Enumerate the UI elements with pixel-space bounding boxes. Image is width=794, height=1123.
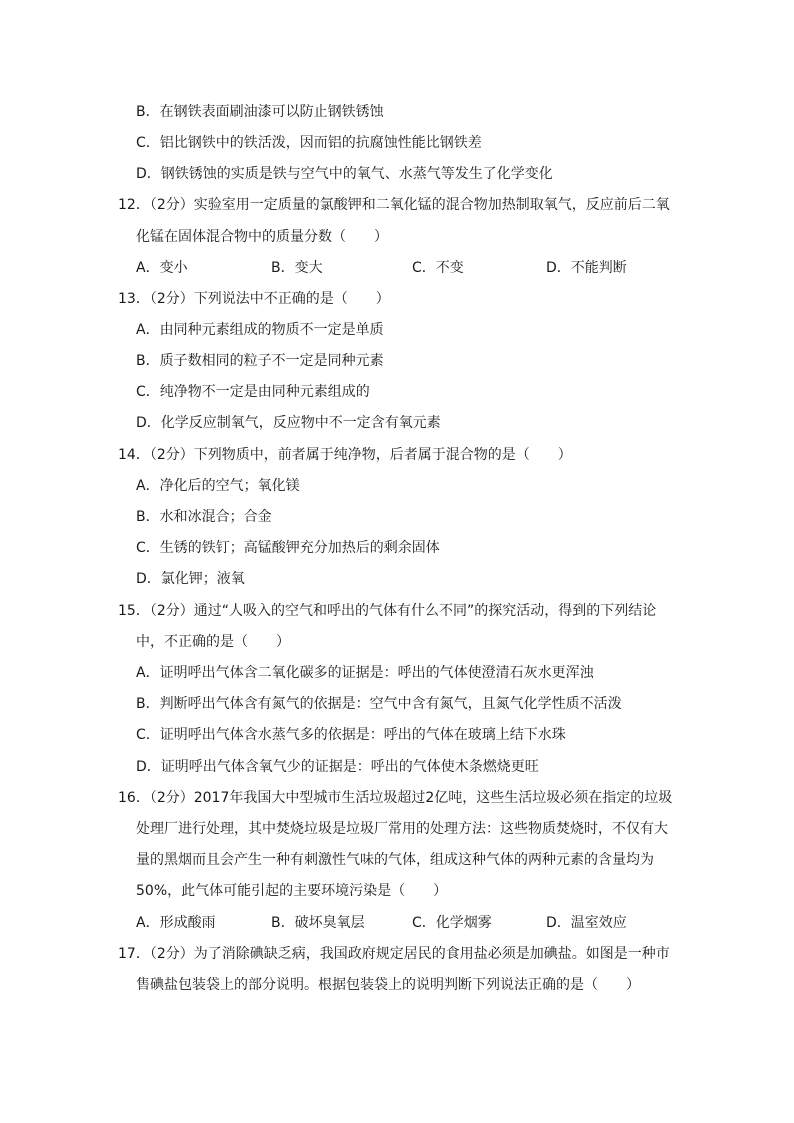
q16-stem-line-4: 50%，此气体可能引起的主要环境污染是（ ） xyxy=(136,883,448,899)
q12-option-c: C．不变 xyxy=(412,260,464,276)
q15-option-c: C．证明呼出气体含水蒸气多的依据是：呼出的气体在玻璃上结下水珠 xyxy=(136,727,566,743)
q17-stem-line-2: 售碘盐包装袋上的部分说明。根据包装袋上的说明判断下列说法正确的是（ ） xyxy=(136,977,640,993)
q13-option-d: D．化学反应制氧气，反应物中不一定含有氧元素 xyxy=(136,415,441,431)
q16-option-b: B．破坏臭氧层 xyxy=(271,915,365,931)
q15-option-d: D．证明呼出气体含氧气少的证据是：呼出的气体使木条燃烧更旺 xyxy=(136,759,539,775)
q15-option-a: A．证明呼出气体含二氧化碳多的证据是：呼出的气体使澄清石灰水更浑浊 xyxy=(136,665,594,681)
q11-option-d: D．钢铁锈蚀的实质是铁与空气中的氧气、水蒸气等发生了化学变化 xyxy=(136,166,553,182)
q16-option-d: D．温室效应 xyxy=(546,915,627,931)
q15-stem-line-1: 15．（2分）通过“人吸入的空气和呼出的气体有什么不同”的探究活动，得到的下列结论 xyxy=(118,603,657,619)
q13-option-b: B．质子数相同的粒子不一定是同种元素 xyxy=(136,353,384,369)
q17-stem-line-1: 17．（2分）为了消除碘缺乏病，我国政府规定居民的食用盐必须是加碘盐。如图是一种市 xyxy=(118,946,670,962)
q16-stem-line-1: 16．（2分）2017年我国大中型城市生活垃圾超过2亿吨，这些生活垃圾必须在指定的垃圾 xyxy=(118,790,673,806)
q14-option-b: B．水和冰混合；合金 xyxy=(136,509,272,525)
q16-option-a: A．形成酸雨 xyxy=(136,915,216,931)
q16-stem-line-3: 量的黑烟而且会产生一种有刺激性气味的气体，组成这种气体的两种元素的含量均为 xyxy=(136,852,654,868)
q12-option-a: A．变小 xyxy=(136,260,188,276)
q16-option-c: C．化学烟雾 xyxy=(412,915,492,931)
q13-option-a: A．由同种元素组成的物质不一定是单质 xyxy=(136,322,384,338)
q12-stem-line-2: 化锰在固体混合物中的质量分数（ ） xyxy=(136,229,388,245)
q16-stem-line-2: 处理厂进行处理，其中焚烧垃圾是垃圾厂常用的处理方法：这些物质焚烧时，不仅有大 xyxy=(136,821,668,837)
q11-option-b: B．在钢铁表面刷油漆可以防止钢铁锈蚀 xyxy=(136,104,384,120)
q13-stem-line-1: 13．（2分）下列说法中不正确的是（ ） xyxy=(118,291,390,307)
q14-option-a: A．净化后的空气；氧化镁 xyxy=(136,478,300,494)
q11-option-c: C．铝比钢铁中的铁活泼，因而铝的抗腐蚀性能比钢铁差 xyxy=(136,135,482,151)
q14-option-d: D．氯化钾；液氧 xyxy=(136,571,245,587)
q12-option-b: B．变大 xyxy=(271,260,323,276)
q14-option-c: C．生锈的铁钉；高锰酸钾充分加热后的剩余固体 xyxy=(136,540,440,556)
q15-option-b: B．判断呼出气体含有氮气的依据是：空气中含有氮气，且氮气化学性质不活泼 xyxy=(136,696,622,712)
q12-option-d: D．不能判断 xyxy=(546,260,627,276)
q12-stem-line-1: 12．（2分）实验室用一定质量的氯酸钾和二氧化锰的混合物加热制取氧气，反应前后二氧 xyxy=(118,197,670,213)
q14-stem-line-1: 14．（2分）下列物质中，前者属于纯净物，后者属于混合物的是（ ） xyxy=(118,447,572,463)
q15-stem-line-2: 中，不正确的是（ ） xyxy=(136,634,290,650)
q13-option-c: C．纯净物不一定是由同种元素组成的 xyxy=(136,384,370,400)
